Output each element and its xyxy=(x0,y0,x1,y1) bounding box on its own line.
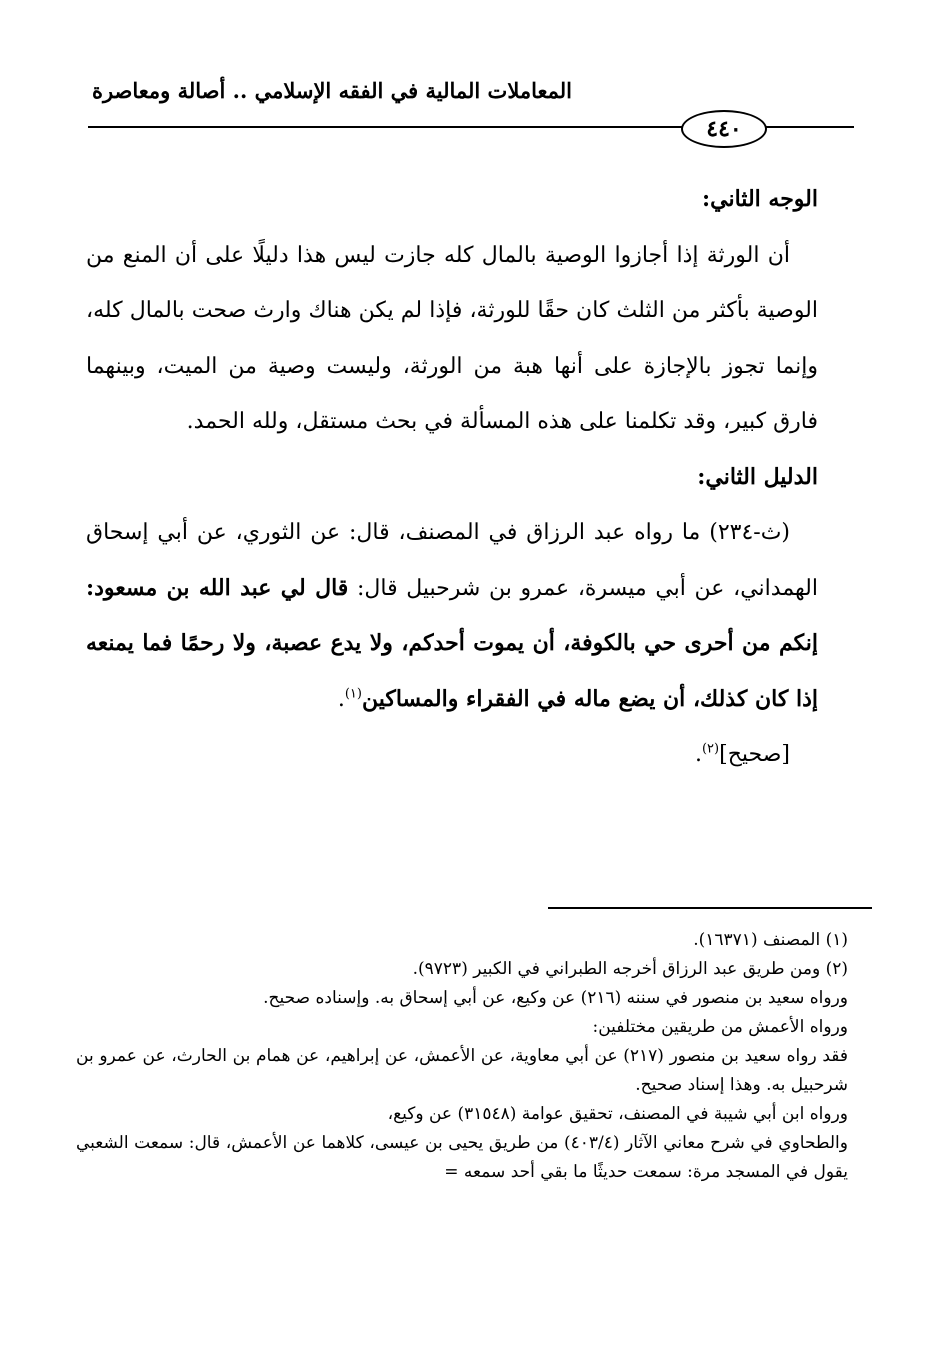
section-heading-second-evidence: الدليل الثاني: xyxy=(697,463,818,490)
main-text xyxy=(86,172,818,783)
footnote-2-line: فقد رواه سعيد بن منصور (٢١٧) عن أبي معاوية، عن الأعمش، عن إبراهيم، عن همام بن الحارث، عن عمرو بن شرحبيل به. وهذا إسناد صحيح. xyxy=(76,1046,848,1095)
grade-line xyxy=(86,727,818,783)
footnote-separator xyxy=(548,907,872,909)
footnote-2-line: ورواه ابن أبي شيبة في المصنف، تحقيق عوامة (٣١٥٤٨) عن وكيع، xyxy=(387,1104,848,1124)
hadith-grade: [صحيح] xyxy=(719,742,790,767)
footnote-2: (٢) ومن طريق عبد الرزاق أخرجه الطبراني في الكبير (٩٧٢٣). xyxy=(412,959,848,979)
footnote-2-line: ورواه الأعمش من طريقين مختلفين: xyxy=(592,1017,848,1037)
paragraph-second-aspect: أن الورثة إذا أجازوا الوصية بالمال كله جازت ليس هذا دليلًا على أن المنع من الوصية بأكثر من الثلث كان حقًا للورثة، فإذا لم يكن هناك وارث صحت بالمال كله، وإنما تجوز بالإجازة على أنها هبة من الورثة، وليست وصية من الميت، وبينهما فارق كبير، وقد تكلمنا على هذه المسألة في بحث مستقل، ولله الحمد. xyxy=(86,242,818,434)
footnote-2-line: ورواه سعيد بن منصور في سننه (٢١٦) عن وكيع، عن أبي إسحاق به. وإسناده صحيح. xyxy=(263,988,848,1008)
page-number: ٤٤٠ xyxy=(681,110,767,148)
narration-quote: قال لي عبد الله بن مسعود: إنكم من أحرى حي بالكوفة، أن يموت أحدكم، ولا يدع عصبة، ولا رحمًا فما يمنعه إذا كان كذلك، أن يضع ماله في الفقراء والمساكين xyxy=(86,574,818,712)
paragraph-second-evidence xyxy=(86,505,818,727)
section-heading-second-aspect: الوجه الثاني: xyxy=(702,186,818,212)
footnote-2-line: والطحاوي في شرح معاني الآثار (٤٠٣/٤) من طريق يحيى بن عيسى، كلاهما عن الأعمش، قال: سمعت الشعبي يقول في المسجد مرة: سمعت حديثًا ما بقي أحد سمعه = xyxy=(76,1133,848,1182)
grade-end: . xyxy=(694,742,702,767)
footnote-ref-2[interactable]: (٢) xyxy=(701,741,720,757)
running-header-title: المعاملات المالية في الفقه الإسلامي .. أصالة ومعاصرة xyxy=(91,78,572,103)
footnotes xyxy=(76,926,848,1187)
narration-chain: (ث-٢٣٤) ما رواه عبد الرزاق في المصنف، قال: عن الثوري، عن أبي إسحاق الهمداني، عن أبي ميسرة، عمرو بن شرحبيل قال: xyxy=(86,520,818,601)
footnote-ref-1[interactable]: (١) xyxy=(344,686,362,702)
footnote-1: (١) المصنف (١٦٣٧١). xyxy=(693,930,848,950)
paragraph-end: . xyxy=(337,686,345,712)
